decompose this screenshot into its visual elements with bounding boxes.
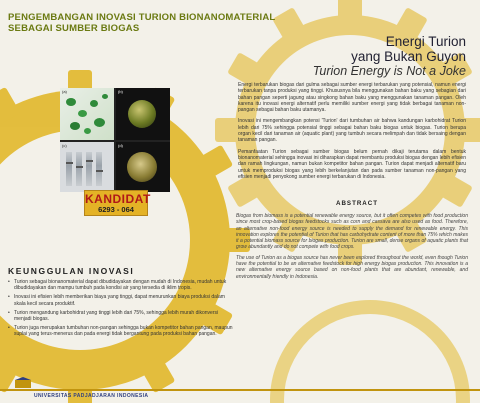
abstract-en-paragraph-1: Biogas from biomass is a potential renewable energy source, but it often competes with food production since most crop-based biogas feedstocks such as corn and cassava are also used as food. Therefore, an alternative non-food energy source is needed to supply the demand for renewable energy. This innovation explores the potential of Turion that has carbohydrate content of more than 75% which makes it a potential biomass source for biogas production. Turion are small, dense organs of aquatic plants that grow abundantly and do not compete with food crops. [236,213,468,251]
photo-label-b: (b) [118,89,123,94]
title-block [313,34,466,78]
photo-gel-electrophoresis [60,142,114,192]
title-line2: yang Bukan Guyon [351,49,466,64]
footer-text: UNIVERSITAS PADJADJARAN INDONESIA [34,393,149,399]
photo-grid [60,88,170,192]
abstract-indonesian [238,82,466,185]
photo-aquatic-plants [60,88,114,140]
header-title-line2: SEBAGAI SUMBER BIOGAS [8,23,140,34]
abstract-en-paragraph-2: The use of Turion as a biogas source has never been explored throughout the world, even though Turion have the potential to be an alternative feedstock for high energy biogas production. This innovation is a new alternative energy source based on non-food plants that are abundant, renewable, and environmentally friendly in Indonesia. [236,254,468,280]
abstract-id-paragraph-2: Inovasi ini mengembangkan potensi 'Turion' dari tumbuhan air bahwa kandungan karbohidrat Turion lebih dari 75% sehingga potensial tinggi sebagai bahan baku biogas untuk biogas. Turion berupa organ kecil dari tanaman air (aquatic plant) yang tumbuh secara melimpah dan tidak bersaing dengan tanaman pangan. [238,118,466,144]
keunggulan-item: • Inovasi ini efisien lebih memberikan biaya yang tinggi, dapat menurunkan biaya produksi dalam skala kecil secara produktif. [8,294,236,306]
abstract-id-paragraph-3: Pemanfaatan Turion sebagai sumber biogas belum pernah dikaji terutama dalam bentuk bionanomaterial sehingga inovasi ini diharapkan dapat membantu produksi biogas dengan lebih efisien dan ramah lingkungan, namun bukan kompetitor bahan pangan. Turion dapat menjadi alternatif baru untuk memproduksi biogas yang lebih berkelanjutan dan pada sumber tanaman non-pangan yang efisien menjadi penyokong sumber energi terbarukan di Indonesia. [238,148,466,180]
photo-label-a: (a) [62,89,67,94]
title-subtitle: Turion Energy is Not a Joke [312,64,466,78]
poster-header [8,12,308,34]
badge-title: KANDIDAT [85,192,151,206]
title-line1: Energi Turion [385,34,466,49]
kandidat-badge [84,190,151,216]
abstract-english [236,213,468,284]
photo-label-d: (d) [118,143,123,148]
header-title-line1: PENGEMBANGAN INOVASI TURION BIONANOMATERIAL [8,12,276,23]
footer-divider [0,389,480,391]
photo-label-c: (c) [62,143,67,148]
keunggulan-item: • Turion mengandung karbohidrat yang tinggi lebih dari 75%, sehingga lebih murah dikonversi menjadi biogas. [8,310,236,322]
abstract-heading: ABSTRACT [336,200,379,207]
keunggulan-title: KEUNGGULAN INOVASI [8,266,135,276]
badge-code: 6293 - 064 [98,205,134,214]
photo-turion-seed-1 [116,88,170,140]
photo-turion-seed-2 [116,142,170,192]
university-logo-icon [14,377,32,389]
keunggulan-item: • Turion sebagai bionanomaterial dapat dibudidayakan dengan mudah di Indonesia, mudah untuk dibudidayakan dan mampu tumbuh pada kondisi air yang tersedia di iklim tropis. [8,279,236,291]
keunggulan-item: • Turion juga merupakan tumbuhan non-pangan sehingga bukan kompetitor bahan pangan, maupun suplai yang terus-menerus dan pada energi tidak bergantung pada produksi bahan pangan. [8,325,236,337]
keunggulan-list [8,279,236,341]
abstract-id-paragraph-1: Energi terbarukan biogas dari gulma sebagai sumber energi terbarukan yang potensial, namun energi terbarukan tanpa produksi yang tinggi. Khususnya bila menggunakan bahan baku yang sebagian dari bahan pangan seperti jagung atau singkong bahan baku yang menggunakan tanaman pangan. Oleh karena itu inovasi energi alternatif perlu memiliki sumber energi yang tidak berbagai tanaman non-pangan sebagai bahan baku utamanya. [238,82,466,114]
